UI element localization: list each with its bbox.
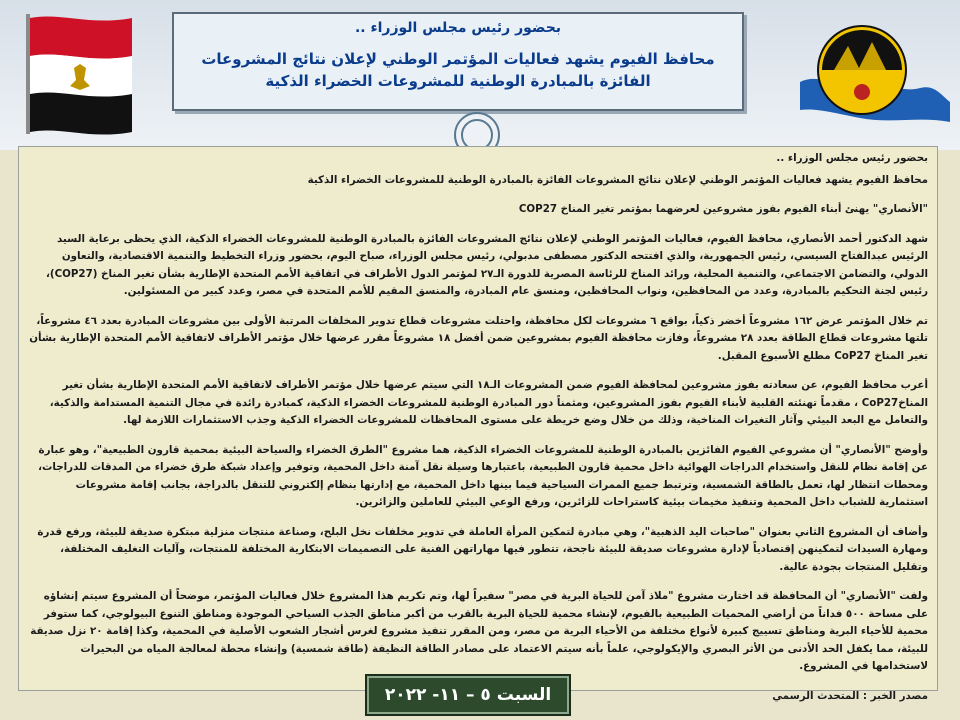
headline-line: محافظ الفيوم يشهد فعاليات المؤتمر الوطني لإعلان نتائج المشروعات الفائزة بالمبادرة الوطنية للمشروعات الخضراء الذكية	[307, 173, 928, 186]
title-line1: بحضور رئيس مجلس الوزراء ..	[354, 20, 562, 36]
paragraph-first-project: وأوضح "الأنصاري" أن مشروعي الفيوم الفائزين بالمبادرة الوطنية للمشروعات الخضراء الذكية، هما مشروع "الطرق الخضراء والسياحة البيئية بمحمية قارون الطبيعية"، وهو عبارة عن إقامة نظام للنقل واستخدام الدراجات الهوائية داخل محمية قارون الطبيعية، باعتبارها وسيلة نقل آمنة داخل المحمية، وتوفير وإعداد شبكة طرق خضراء من المدقات للدراجات، ومحطات انتظار لها، تعمل بالطاقة الشمسية، وترتبط جميع الممرات السياحية فيما بينها داخل المحمية، مع إدارتها بنظام إلكتروني للتنقل بالدراجة، بجانب إقامة مشروعات استثمارية للشباب داخل المحمية وتنفيذ مخيمات بيئية كاستراحات للزائرين، ورفع الوعي البيئي للعاملين والزائرين.	[38, 443, 928, 508]
subheadline-line: "الأنصاري" يهنئ أبناء الفيوم بفوز مشروعين لعرضهما بمؤتمر تغير المناخ COP27	[518, 203, 928, 215]
paragraph-congratulations: أعرب محافظ الفيوم، عن سعادته بفوز مشروعين لمحافظة الفيوم ضمن المشروعات الـ١٨ التي سيتم عرضها خلال مؤتمر الأطراف لاتفاقية الأمم المتحدة الإطارية بشأن تغير المناخCoP27 ، مقدماً تهنئته القلبية لأبناء الفيوم بفوز المشروعين، ومثمناً دور المبادرة الوطنية للمشروعات الخضراء الذكية، كمبادرة رائدة في مجال التنمية المستدامة والذكية، والتعامل مع البعد البيئي وآثار التغيرات المناخية، وذلك من خلال وضع خريطة على مستوى المحافظات للمشروعات الخضراء الذكية وجذب الاستثمارات اللازمة لها.	[49, 379, 928, 426]
title-line2: محافظ الفيوم يشهد فعاليات المؤتمر الوطني لإعلان نتائج المشروعات الفائزة بالمبادرة الوطنية للمشروعات الخضراء الذكية	[201, 50, 715, 90]
paragraph-projects: تم خلال المؤتمر عرض ١٦٢ مشروعاً أخضر ذكياً، بواقع ٦ مشروعات لكل محافظة، واحتلت مشروعات قطاع تدوير المخلفات المرتبة الأولى بين مشروعات المبادرة بعدد ٤٦ مشروعاً، تلتها مشروعات قطاع الطاقة بعدد ٢٨ مشروعاً، وفازت محافظة الفيوم بمشروعين ضمن أفضل ١٨ مشروعاً مقرر عرضها خلال مؤتمر الأطراف لاتفاقية الأمم المتحدة الإطارية بشأن تغير المناخ CoP27 مطلع الأسبوع المقبل.	[29, 314, 928, 362]
title-banner	[172, 12, 744, 111]
paragraph-event: شهد الدكتور أحمد الأنصاري، محافظ الفيوم، فعاليات المؤتمر الوطني لإعلان نتائج المشروعات الفائزة بالمبادرة الوطنية للمشروعات الخضراء الذكية، الذي يحظى برعاية السيد الرئيس عبدالفتاح السيسي، رئيس الجمهورية، والذي افتتحه الدكتور مصطفى مدبولي، رئيس مجلس الوزراء، صباح اليوم، بحضور وزراء التخطيط والتنمية الاقتصادية، والتعاون الدولي، والتضامن الاجتماعي، والتنمية المحلية، ورائد المناخ للرئاسة المصرية للدورة الـ٢٧ لمؤتمر الدول الأطراف في اتفاقية الأمم المتحدة الإطارية بشأن تغير المناخ (COP27)، رئيس لجنة التحكيم بالمبادرة، وعدد من المحافظين، ونواب المحافظين، ومنسق عام المبادرة، والمنسق المقيم للأمم المتحدة في مصر، وعدد كبير من المسئولين.	[45, 232, 928, 297]
intro-line: بحضور رئيس مجلس الوزراء ..	[776, 152, 928, 164]
fayoum-governorate-logo	[800, 12, 950, 136]
article-body	[28, 150, 928, 717]
egypt-flag-icon	[20, 10, 138, 136]
paragraph-second-project: وأضاف أن المشروع الثاني بعنوان "صاحبات اليد الذهبية"، وهي مبادرة لتمكين المرأة العاملة في تدوير مخلفات نخل البلح، وصناعة منتجات منزلية مبتكرة صديقة للبيئة، ورفع قدرة ومهارة السيدات لتمكينهن إقتصادياً لإدارة مشروعات صديقة للبيئة ناجحة، تتطور فيها مهاراتهن الفنية على التصميمات الابتكارية المختلفة للمنتجات، وآليات التغليف المختلفة، وتقليل المنتجات بجودة عالية.	[37, 525, 928, 573]
news-source: مصدر الخبر : المتحدث الرسمي	[772, 689, 928, 702]
paragraph-ambassador-project: ولفت "الأنصاري" أن المحافظة قد اختارت مشروع "ملاذ آمن للحياة البرية في مصر" سفيراً لها، وتم تكريم هذا المشروع خلال فعاليات المؤتمر، موضحاً أن المشروع سيتم إنشاؤه على مساحة ٥٠٠ فداناً من أراضي المحميات الطبيعية بالفيوم، لإنشاء محمية للحياة البرية بالقرب من أكبر مناطق الجذب السياحي الموجودة ومناطق التنوع البيولوجي، كما ستوفر محمية للأحياء البرية ومناطق تسييج كبيرة لأنواع مختلفة من الأحياء البرية من مصر، ومن المقرر تنفيذ مشروع لغرس أشجار الشعوب الأصلية في المحمية، وكذا إقامة ٢٠ نزل صديقة للبيئة، مما يكفل الحد الأدنى من الأثر البصري والإيكولوجي، علماً بأنه سيتم الاعتماد على مصادر الطاقة النظيفة (طاقة شمسية) وإنشاء محطة لمعالجة المياه من البحيرات لاستخدامها في المشروع.	[30, 590, 928, 672]
date-badge: السبت ٥ – ١١- ٢٠٢٢	[367, 676, 569, 714]
